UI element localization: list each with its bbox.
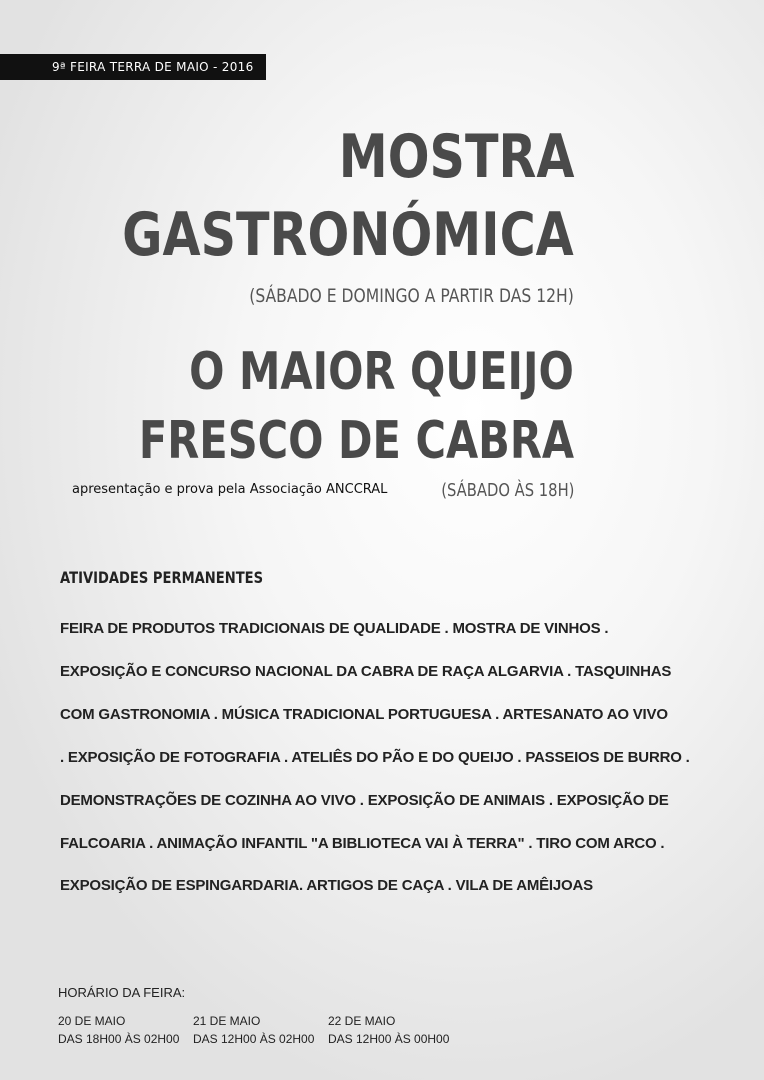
activity-line: DEMONSTRAÇÕES DE COZINHA AO VIVO . EXPOSIÇÃO DE ANIMAIS . EXPOSIÇÃO DE	[60, 792, 669, 809]
schedule-day	[193, 1012, 314, 1048]
cheese-title-line1: O MAIOR QUEIJO	[189, 342, 574, 402]
main-title-line1: MOSTRA	[338, 122, 574, 192]
main-title-subtitle: (SÁBADO E DOMINGO A PARTIR DAS 12H)	[249, 285, 574, 307]
schedule-hours: DAS 12H00 ÀS 00H00	[328, 1032, 450, 1046]
presentation-time: (SÁBADO ÀS 18H)	[440, 480, 574, 501]
schedule-date: 22 DE MAIO	[328, 1014, 396, 1028]
main-title-line2: GASTRONÓMICA	[122, 200, 574, 270]
schedule-date: 20 DE MAIO	[58, 1014, 126, 1028]
schedule-title: HORÁRIO DA FEIRA:	[58, 985, 186, 1000]
activity-line: FEIRA DE PRODUTOS TRADICIONAIS DE QUALIDADE . MOSTRA DE VINHOS .	[60, 620, 609, 637]
schedule-date: 21 DE MAIO	[193, 1014, 261, 1028]
presentation-text: apresentação e prova pela Associação ANCCRAL	[72, 482, 388, 497]
event-tagline: 9ª FEIRA TERRA DE MAIO - 2016	[0, 54, 266, 80]
activity-line: FALCOARIA . ANIMAÇÃO INFANTIL "A BIBLIOTECA VAI À TERRA" . TIRO COM ARCO .	[60, 835, 665, 852]
activities-title: ATIVIDADES PERMANENTES	[60, 568, 264, 587]
activity-line: . EXPOSIÇÃO DE FOTOGRAFIA . ATELIÊS DO PÃO E DO QUEIJO . PASSEIOS DE BURRO .	[60, 749, 690, 766]
schedule-hours: DAS 18H00 ÀS 02H00	[58, 1032, 180, 1046]
cheese-title-line2: FRESCO DE CABRA	[138, 411, 574, 471]
schedule-hours: DAS 12H00 ÀS 02H00	[193, 1032, 315, 1046]
activity-line: COM GASTRONOMIA . MÚSICA TRADICIONAL PORTUGUESA . ARTESANATO AO VIVO	[60, 706, 668, 723]
schedule-day	[58, 1012, 179, 1048]
activity-line: EXPOSIÇÃO E CONCURSO NACIONAL DA CABRA DE RAÇA ALGARVIA . TASQUINHAS	[60, 663, 672, 680]
activity-line: EXPOSIÇÃO DE ESPINGARDARIA. ARTIGOS DE CAÇA . VILA DE AMÊIJOAS	[60, 877, 593, 894]
schedule-day	[328, 1012, 449, 1048]
